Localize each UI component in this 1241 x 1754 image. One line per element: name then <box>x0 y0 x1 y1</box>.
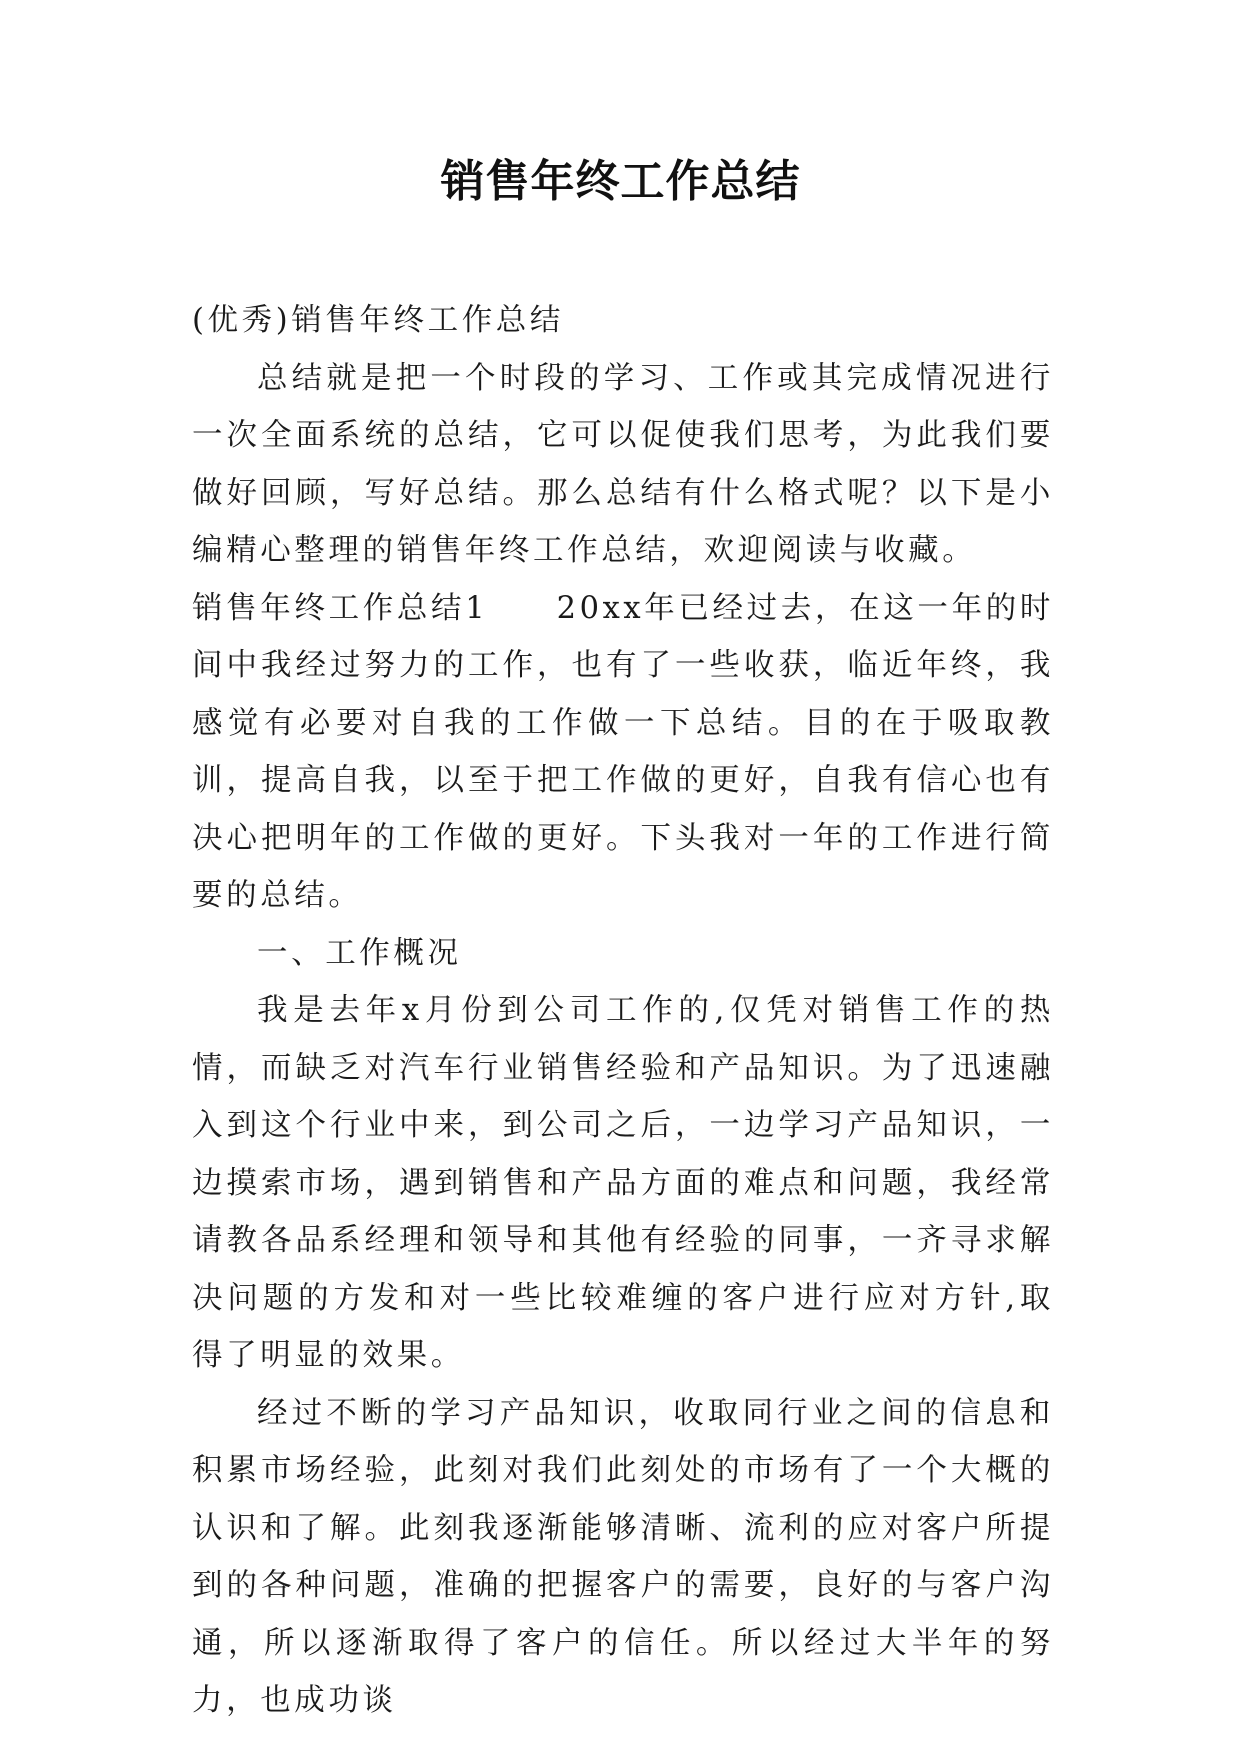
experience-paragraph: 经过不断的学习产品知识，收取同行业之间的信息和积累市场经验，此刻对我们此刻处的市场有了一个大概的认识和了解。此刻我逐渐能够清晰、流利的应对客户所提到的各种问题，准确的把握客户的需要，良好的与客户沟通，所以逐渐取得了客户的信任。所以经过大半年的努力，也成功谈 <box>192 1395 1054 1718</box>
work-overview-paragraph: 我是去年x月份到公司工作的,仅凭对销售工作的热情，而缺乏对汽车行业销售经验和产品知识。为了迅速融入到这个行业中来，到公司之后，一边学习产品知识，一边摸索市场，遇到销售和产品方面的难点和问题，我经常请教各品系经理和领导和其他有经验的同事，一齐寻求解决问题的方发和对一些比较难缠的客户进行应对方针,取得了明显的效果。 <box>192 993 1054 1373</box>
summary-one-paragraph: 销售年终工作总结1 20xx年已经过去，在这一年的时间中我经过努力的工作，也有了一些收获，临近年终，我感觉有必要对自我的工作做一下总结。目的在于吸取教训，提高自我，以至于把工作做的更好，自我有信心也有决心把明年的工作做的更好。下头我对一年的工作进行简要的总结。 <box>192 590 1054 913</box>
document-title: 销售年终工作总结 <box>440 156 801 207</box>
section-heading: 一、工作概况 <box>257 935 462 971</box>
document-body <box>192 292 1054 1730</box>
intro-paragraph: 总结就是把一个时段的学习、工作或其完成情况进行一次全面系统的总结，它可以促使我们思考，为此我们要做好回顾，写好总结。那么总结有什么格式呢？以下是小编精心整理的销售年终工作总结，欢迎阅读与收藏。 <box>192 360 1054 568</box>
subtitle-paragraph: (优秀)销售年终工作总结 <box>192 303 564 338</box>
